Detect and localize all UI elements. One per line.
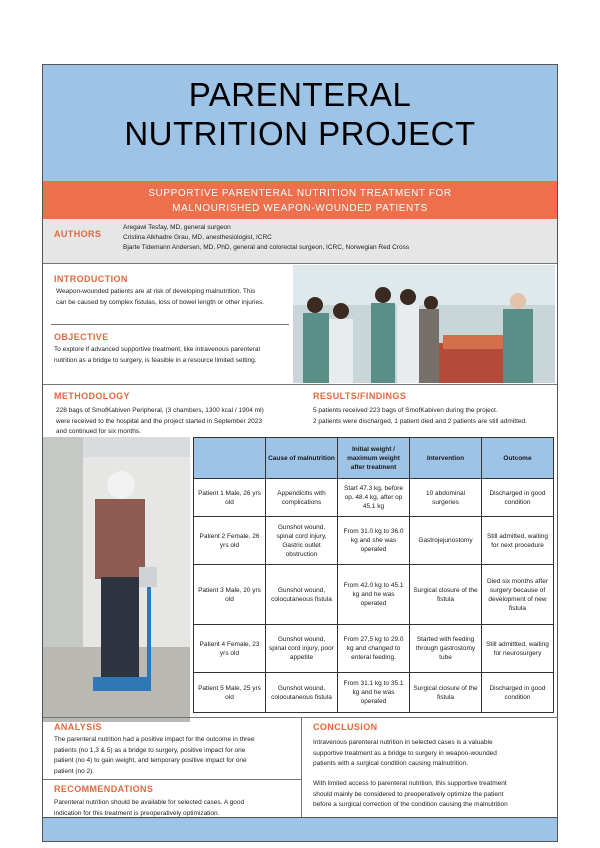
recommendations-line: Parenteral nutrition should be available for selected cases. A good (54, 799, 245, 806)
conclusion-line: With limited access to parenteral nutrition, this supportive treatment (313, 780, 507, 787)
table-header: Intervention (410, 438, 482, 479)
poster (42, 64, 558, 842)
table-cell: Patient 1 Male, 26 yrs old (194, 479, 266, 517)
methodology-line: were received to the hospital and the project started in September 2023 (56, 417, 262, 425)
results-table (193, 437, 554, 713)
conclusion-text-2 (313, 779, 553, 811)
table-cell: From 31.0 kg to 36.0 kg and she was operated (338, 517, 410, 565)
analysis-line: patient (no 2). (54, 767, 95, 775)
introduction-line: Weapon-wounded patients are at risk of developing malnutrition. This (56, 288, 256, 295)
results-line: 2 patients were discharged, 1 patient died and 2 patients are still admitted. (313, 417, 527, 425)
conclusion-line: supportive treatment as a bridge to surgery in weapon-wounded (313, 749, 497, 757)
table-row (194, 479, 554, 517)
authors-section (43, 219, 557, 264)
poster-header (43, 65, 557, 182)
conclusion-line: before a surgical correction of the condition causing the malnutrition (313, 801, 508, 808)
table-header-row (194, 438, 554, 479)
objective-title: OBJECTIVE (54, 332, 109, 342)
subtitle-bar (43, 181, 557, 219)
author-3: Bjarte Tidemann Andersen, MD, PhD, general and colorectal surgeon, ICRC, Norwegian Red Cross (123, 244, 410, 251)
objective-line: nutrition as a bridge to surgery, is feasible in a resource limited setting. (54, 356, 257, 364)
table-cell: Gunshot wound, colocutaneous fistula (266, 565, 338, 625)
table-cell: Discharged in good condition (482, 673, 554, 713)
analysis-line: patients (no 1,3 & 5) as a bridge to surgery, positive impact for one (54, 746, 246, 754)
analysis-text (54, 735, 298, 777)
results-text (313, 406, 553, 427)
table-cell: Started with feeding through gastrostomy tube (410, 625, 482, 673)
divider (51, 324, 289, 325)
table-cell: Patient 3 Male, 20 yrs old (194, 565, 266, 625)
table-header: Outcome (482, 438, 554, 479)
table-header: Initial weight / maximum weight after treatment (338, 438, 410, 479)
table-cell: From 31.1 kg to 35.1 kg and he was operated (338, 673, 410, 713)
table-cell: Died six months after surgery because of development of new fistula (482, 565, 554, 625)
table-cell: Gunshot wound, colocutaneous fistula (266, 673, 338, 713)
analysis-title: ANALYSIS (54, 722, 102, 732)
patient-photo (43, 437, 190, 722)
recommendations-text (54, 798, 298, 819)
table-row (194, 517, 554, 565)
analysis-line: patient (no 4) to gain weight, and temporary positive impact for one (54, 757, 247, 764)
patient-photo-image (43, 437, 190, 722)
table-cell: Patient 4 Female, 23 yrs old (194, 625, 266, 673)
poster-subtitle (43, 186, 557, 216)
table-header: Cause of malnutrition (266, 438, 338, 479)
methodology-title: METHODOLOGY (54, 391, 130, 401)
table-cell: Appendicitis with complications (266, 479, 338, 517)
table-row (194, 565, 554, 625)
author-2: Cristina Alkhadre Grau, MD, anesthesiologist, ICRC (123, 234, 272, 241)
team-photo (293, 265, 555, 383)
results-title: RESULTS/FINDINGS (313, 391, 407, 401)
conclusion-title: CONCLUSION (313, 722, 378, 732)
footer-bar (43, 817, 557, 842)
conclusion-line: Intravenous parenteral nutrition in selected cases is a valuable (313, 739, 493, 746)
table-row (194, 625, 554, 673)
table-row (194, 673, 554, 713)
subtitle-line-1: SUPPORTIVE PARENTERAL NUTRITION TREATMENT FOR (148, 188, 452, 199)
divider (43, 384, 557, 385)
table-cell: From 27,5 kg to 29.0 kg and changed to enteral feeding. (338, 625, 410, 673)
methodology-line: and continued for six months. (56, 428, 141, 435)
table-cell: Start 47.3 kg, before op. 48.4 kg, after op 45.1 kg (338, 479, 410, 517)
title-line-2: NUTRITION PROJECT (124, 115, 476, 152)
conclusion-line: patients with a surgical condition causing malnutrition. (313, 760, 469, 767)
table-cell: Surgical closure of the fistula (410, 673, 482, 713)
recommendations-title: RECOMMENDATIONS (54, 784, 154, 794)
objective-text (54, 345, 292, 366)
divider (43, 779, 301, 780)
table-cell: Patient 2 Female, 26 yrs old (194, 517, 266, 565)
table-cell: From 42.0 kg to 45.1 kg and he was operated (338, 565, 410, 625)
authors-list (123, 223, 409, 253)
subtitle-line-2: MALNOURISHED WEAPON-WOUNDED PATIENTS (172, 203, 428, 214)
analysis-line: The parenteral nutrition had a positive impact for the outcome in three (54, 736, 255, 743)
results-line: 5 patients received 223 bags of SmofKabiven during the project. (313, 407, 498, 414)
table-cell: 10 abdominal surgeries (410, 479, 482, 517)
table-cell: Discharged in good condition (482, 479, 554, 517)
column-divider (301, 717, 302, 817)
divider (43, 717, 557, 718)
table-cell: Gastrojejunostomy (410, 517, 482, 565)
introduction-line: can be caused by complex fistulas, loss of bowel length or other injuries. (56, 298, 265, 306)
table-cell: Patient 5 Male, 25 yrs old (194, 673, 266, 713)
conclusion-text (313, 738, 553, 770)
table-cell: Surgical closure of the fistula (410, 565, 482, 625)
table-cell: Still admittted, waiting for neurosurgery (482, 625, 554, 673)
methodology-text (56, 406, 296, 438)
objective-line: To explore if advanced supportive treatment, like intravenous parenteral (54, 346, 260, 353)
title-line-1: PARENTERAL (188, 76, 412, 113)
recommendations-line: indication for this treatment is preoperatively optimization. (54, 809, 220, 817)
methodology-line: 228 bags of SmofKabiven Peripheral, (3 chambers, 1300 kcal / 1904 ml) (56, 407, 264, 414)
conclusion-line: should mainly be considered to preoperatively optimize the patient (313, 790, 504, 798)
introduction-text (56, 287, 292, 308)
table-cell: Gunshot wound, spinal cord injury, poor appetite (266, 625, 338, 673)
table-header (194, 438, 266, 479)
table-cell: Gunshot wound, spinal cord injury, Gastric outlet obstruction (266, 517, 338, 565)
author-1: Aregawi Tesfay, MD, general surgeon (123, 224, 231, 231)
team-photo-image (293, 265, 555, 383)
poster-title (43, 75, 557, 153)
authors-label: AUTHORS (54, 229, 102, 239)
introduction-title: INTRODUCTION (54, 274, 128, 284)
table-cell: Still admitted, waiting for next procedure (482, 517, 554, 565)
